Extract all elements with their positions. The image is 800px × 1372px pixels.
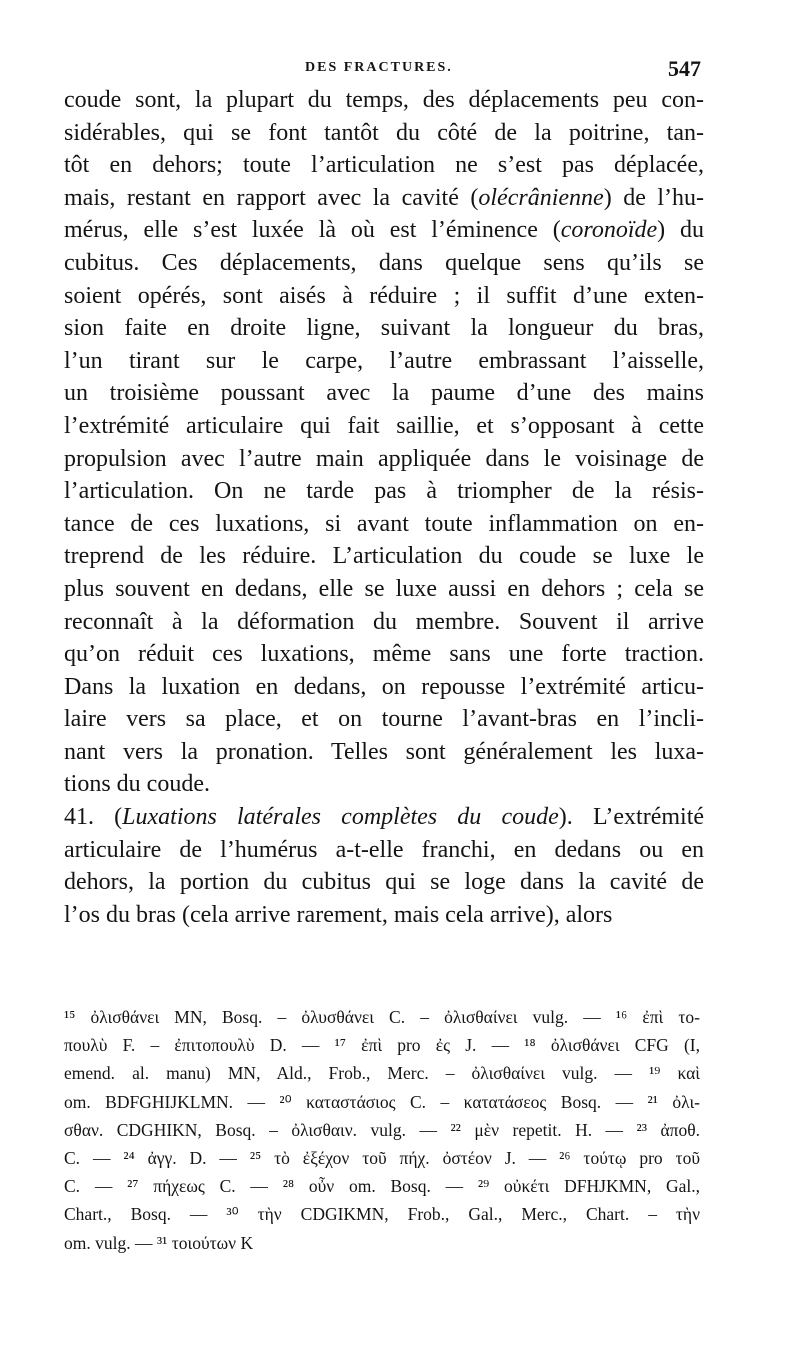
text-line: treprend de les réduire. L’articulation du coude se luxe le: [64, 543, 704, 570]
text-line: mais, restant en rapport avec la cavité (olécrânienne) de l’hu-: [64, 184, 705, 211]
footnote-line: πουλὺ F. – ἐπιτοπουλὺ D. — ¹⁷ ἐπὶ pro ἐς J. — ¹⁸ ὀλισθάνει CFG (I,: [64, 1035, 700, 1056]
text-line: propulsion avec l’autre main appliquée dans le voisinage de: [64, 445, 704, 472]
running-title: DES FRACTURES.: [305, 60, 453, 75]
footnote-line: σθαν. CDGHIKN, Bosq. – ὀλισθαιν. vulg. — ²² μὲν repetit. H. — ²³ ἀποθ.: [64, 1119, 700, 1140]
italic-term: coronoïde: [560, 217, 658, 244]
footnote-line: om. BDFGHIJKLMN. — ²⁰ καταστάσιος C. – κατατάσεος Bosq. — ²¹ ὀλι-: [64, 1091, 700, 1112]
footnotes: [64, 1003, 700, 1257]
footnote-line: Chart., Bosq. — ³⁰ τὴν CDGIKMN, Frob., Gal., Merc., Chart. – τὴν: [64, 1204, 700, 1225]
text-line: l’un tirant sur le carpe, l’autre embrassant l’aisselle,: [64, 347, 704, 374]
text-line: l’extrémité articulaire qui fait saillie, et s’opposant à cette: [64, 412, 704, 439]
footnote-line: emend. al. manu) MN, Ald., Frob., Merc. – ὀλισθαίνει vulg. — ¹⁹ καὶ: [64, 1063, 700, 1084]
running-head: [0, 58, 800, 84]
text-line: plus souvent en dedans, elle se luxe aussi en dehors ; cela se: [64, 575, 704, 602]
body-text: [64, 84, 704, 931]
text-line: tôt en dehors; toute l’articulation ne s’est pas déplacée,: [64, 152, 704, 179]
text-line: reconnaît à la déformation du membre. Souvent il arrive: [64, 608, 704, 635]
text-line: Dans la luxation en dedans, on repousse l’extrémité articu-: [64, 673, 704, 700]
text-line: coude sont, la plupart du temps, des déplacements peu con-: [64, 87, 704, 113]
text-line: dehors, la portion du cubitus qui se loge dans la cavité de: [64, 869, 704, 896]
page-number: 547: [668, 56, 701, 81]
text-line: cubitus. Ces déplacements, dans quelque sens qu’ils se: [64, 249, 704, 276]
italic-term: olécrânienne: [478, 184, 604, 211]
footnote-line: C. — ²⁷ πήχεως C. — ²⁸ οὖν om. Bosq. — ²⁹ οὐκέτι DFHJKMN, Gal.,: [64, 1176, 700, 1197]
text-line: qu’on réduit ces luxations, même sans une forte traction.: [64, 641, 704, 668]
text-line: nant vers la pronation. Telles sont généralement les luxa-: [64, 738, 704, 765]
italic-term: Luxations latérales complètes du coude: [122, 804, 559, 831]
text-line: un troisième poussant avec la paume d’une des mains: [64, 380, 704, 407]
text-line: tions du coude.: [64, 771, 210, 798]
text-line: tance de ces luxations, si avant toute inflammation on en-: [64, 510, 704, 537]
text-line: l’os du bras (cela arrive rarement, mais cela arrive), alors: [64, 901, 613, 928]
text-line: laire vers sa place, et on tourne l’avant-bras en l’incli-: [64, 706, 704, 733]
text-line: l’articulation. On ne tarde pas à triompher de la résis-: [64, 478, 704, 505]
text-line: articulaire de l’humérus a-t-elle franchi, en dedans ou en: [64, 836, 704, 863]
footnote-line: om. vulg. — ³¹ τοιούτων K: [64, 1232, 254, 1253]
text-line: sidérables, qui se font tantôt du côté de la poitrine, tan-: [64, 119, 704, 146]
text-line: soient opérés, sont aisés à réduire ; il suffit d’une exten-: [64, 282, 704, 309]
text-line: sion faite en droite ligne, suivant la longueur du bras,: [64, 315, 704, 342]
text-line: 41. (Luxations latérales complètes du coude). L’extrémité: [64, 804, 705, 831]
text-line: mérus, elle s’est luxée là où est l’éminence (coronoïde) du: [64, 217, 704, 244]
footnote-line: C. — ²⁴ ἀγγ. D. — ²⁵ τὸ ἐξέχον τοῦ πήχ. ὀστέον J. — ²⁶ τούτῳ pro τοῦ: [64, 1147, 700, 1168]
footnote-line: ¹⁵ ὀλισθάνει MN, Bosq. – ὀλυσθάνει C. – ὀλισθαίνει vulg. — ¹⁶ ἐπὶ το-: [64, 1007, 700, 1027]
